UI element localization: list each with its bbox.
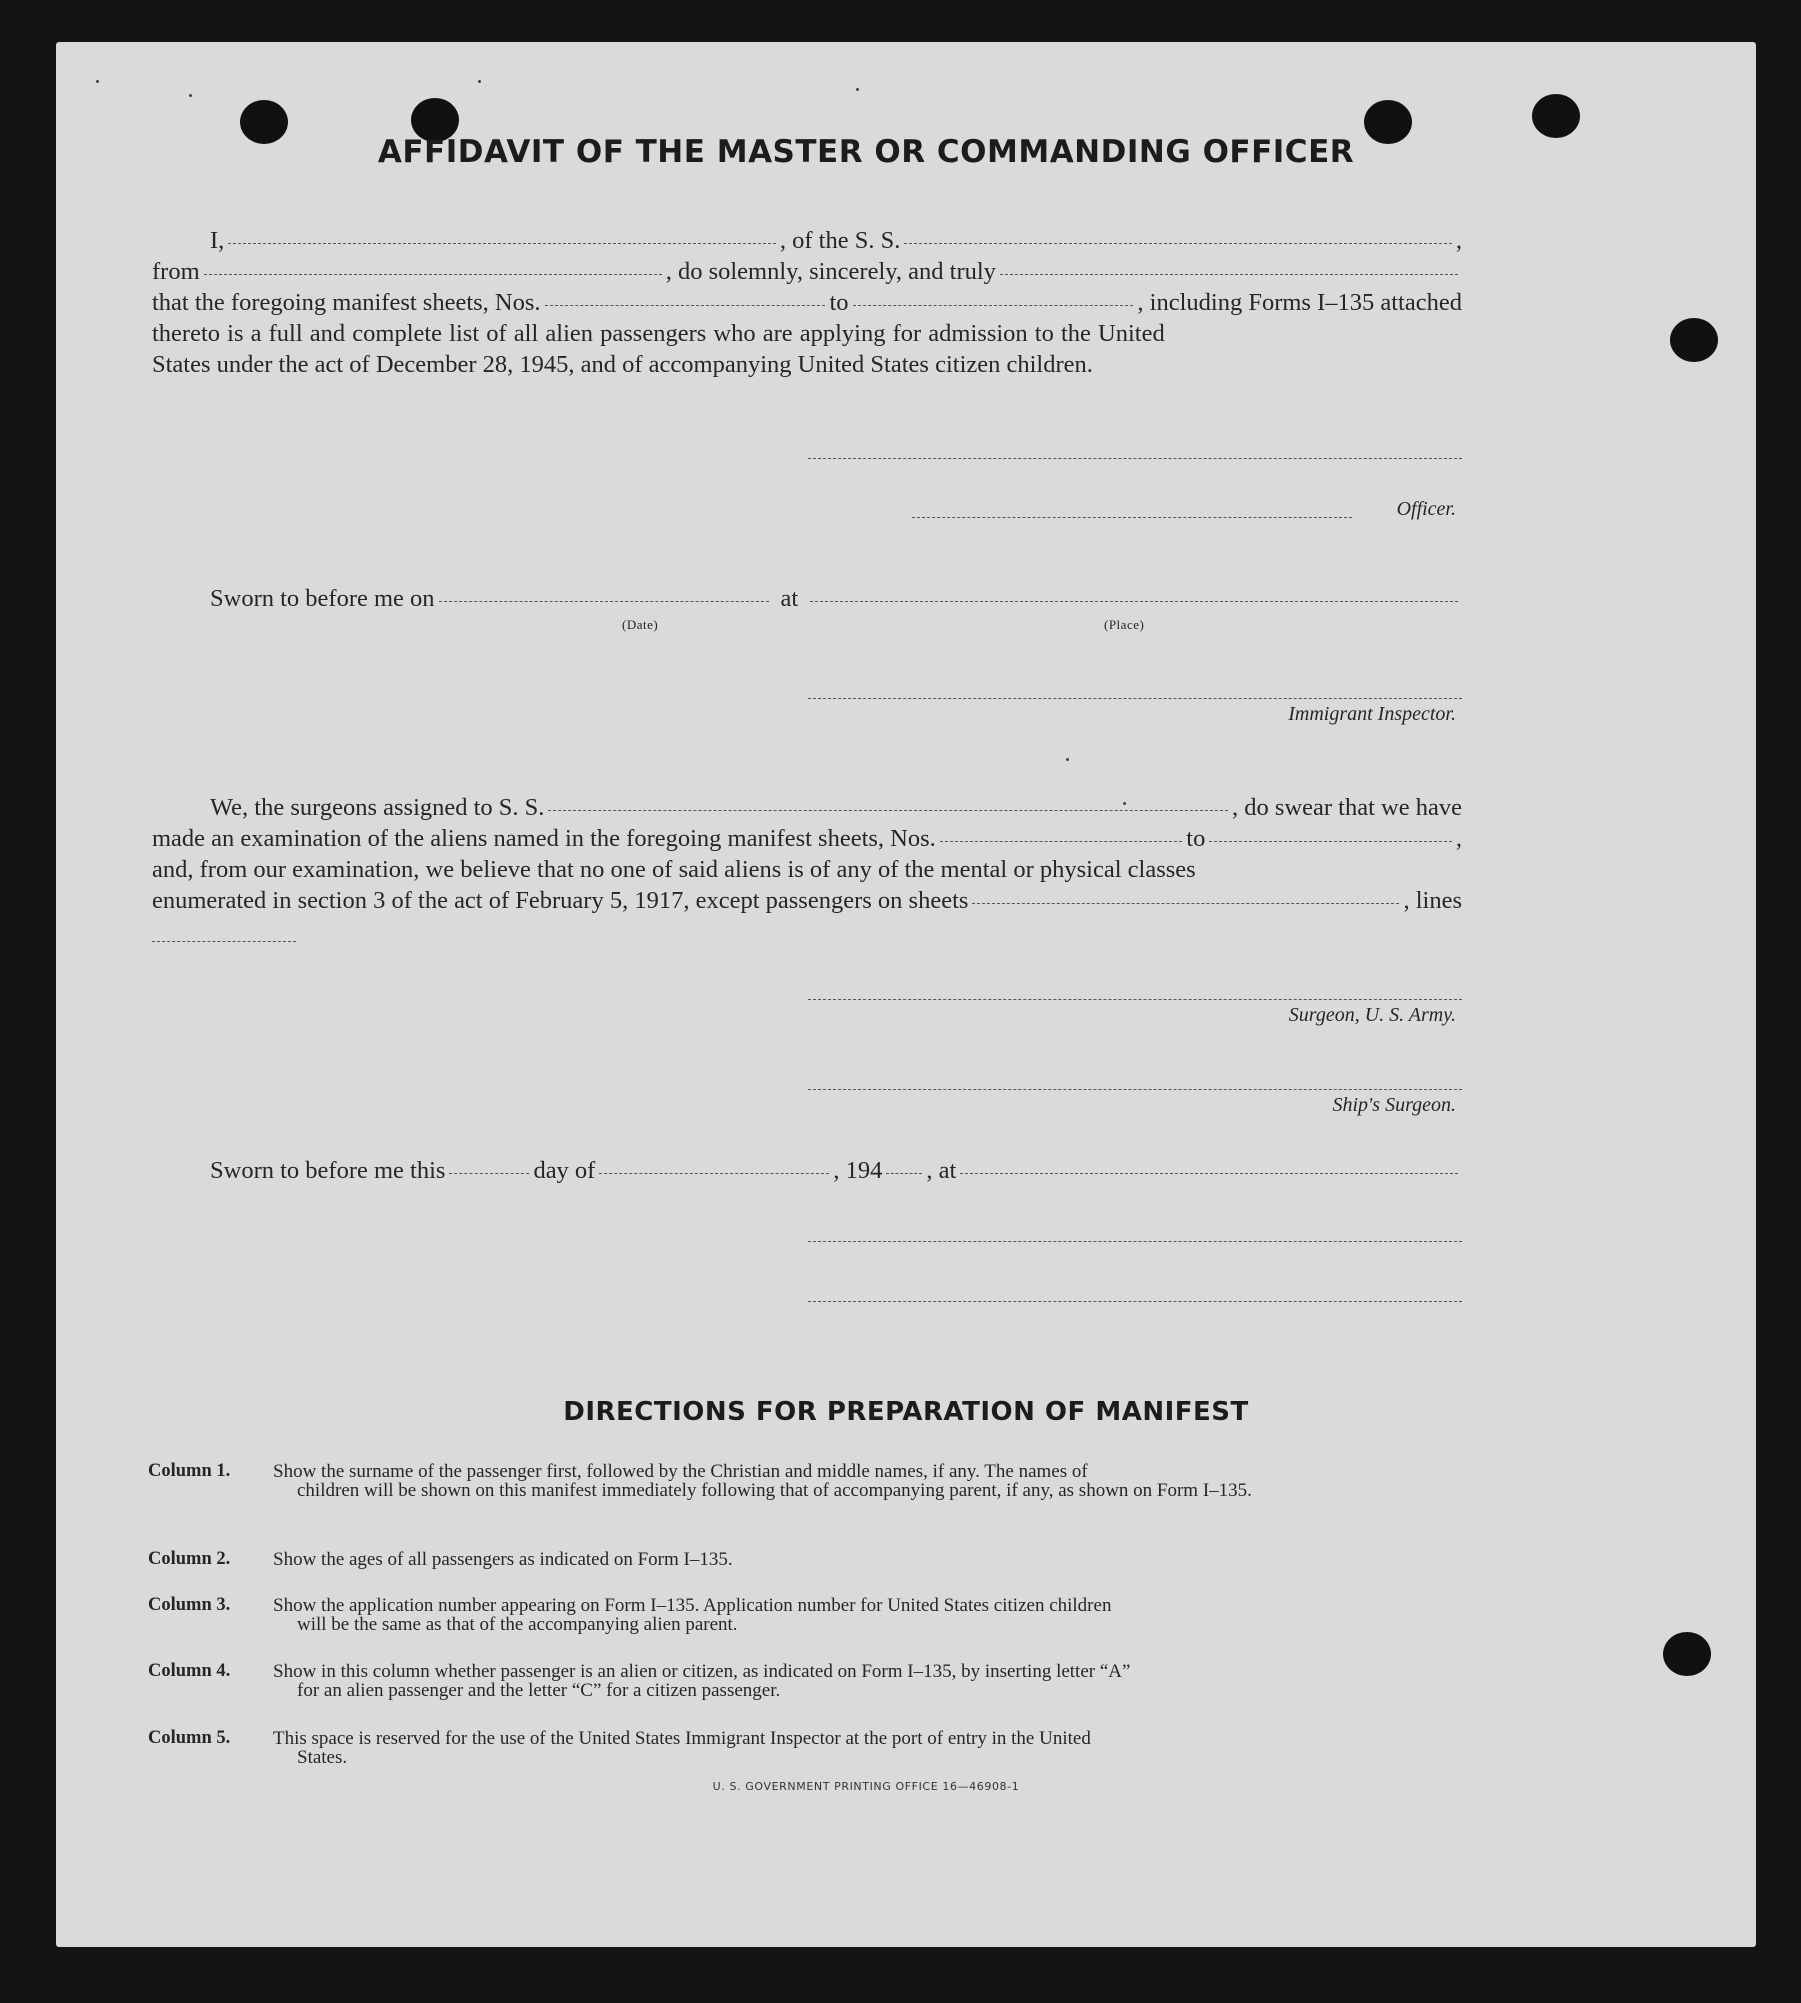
direction-item — [148, 1729, 1468, 1767]
speck — [96, 80, 99, 83]
text-to: to — [829, 289, 849, 316]
document-page — [56, 42, 1756, 1947]
direction-text-cont: will be the same as that of the accompanying alien parent. — [297, 1614, 738, 1635]
affidavit-paragraph — [152, 225, 1462, 380]
text-enumerated: enumerated in section 3 of the act of February 5, 1917, except passengers on sheets — [152, 887, 969, 914]
column-label: Column 2. — [148, 1549, 231, 1569]
affidavit-title: AFFIDAVIT OF THE MASTER OR COMMANDING OFFICER — [377, 134, 1355, 170]
officer-name-field[interactable] — [228, 242, 776, 244]
sheet-from-field[interactable] — [545, 304, 826, 306]
column-label: Column 5. — [148, 1728, 231, 1748]
text-at: at — [780, 585, 799, 612]
column-label: Column 4. — [148, 1661, 231, 1681]
ship-surgeon-label: Ship's Surgeon. — [1332, 1094, 1456, 1116]
punch-hole — [1670, 318, 1718, 362]
text-i: I, — [210, 227, 225, 254]
speck — [478, 80, 481, 83]
except-sheets-field[interactable] — [972, 902, 1399, 904]
text-line: States under the act of December 28, 1945, and of accompanying United States citizen children. — [152, 351, 1093, 378]
direction-item — [148, 1662, 1468, 1700]
text-194: , 194 — [833, 1157, 883, 1184]
text-comma: , — [1455, 825, 1462, 852]
sworn-location-field[interactable] — [960, 1172, 1458, 1174]
except-lines-field[interactable] — [152, 940, 296, 942]
sworn-date-field[interactable] — [439, 600, 769, 602]
column-label: Column 3. — [148, 1595, 231, 1615]
officer-signature-line[interactable] — [808, 457, 1462, 459]
text-comma: , — [1455, 227, 1463, 254]
printer-imprint: U. S. GOVERNMENT PRINTING OFFICE 16—46908-1 — [712, 1780, 1020, 1793]
exam-sheet-from-field[interactable] — [940, 840, 1183, 842]
direction-text: Show the surname of the passenger first, followed by the Christian and middle names, if any. The names of — [273, 1461, 1088, 1482]
direction-text-cont: for an alien passenger and the letter “C” for a citizen passenger. — [297, 1680, 781, 1701]
text-at: , at — [926, 1157, 957, 1184]
text-sworn-on: Sworn to before me on — [210, 585, 435, 612]
direction-text: This space is reserved for the use of the United States Immigrant Inspector at the port of entry in the United — [273, 1728, 1091, 1749]
text-manifest-sheets: that the foregoing manifest sheets, Nos. — [152, 289, 541, 316]
place-caption: (Place) — [1104, 617, 1145, 632]
sworn-month-field[interactable] — [599, 1172, 829, 1174]
text-from: from — [152, 258, 200, 285]
army-surgeon-label: Surgeon, U. S. Army. — [1288, 1004, 1456, 1026]
punch-hole — [1532, 94, 1580, 138]
text-day-of: day of — [533, 1157, 596, 1184]
sworn-place-field[interactable] — [810, 600, 1458, 602]
direction-text-cont: States. — [297, 1747, 348, 1768]
officer-label: Officer. — [1396, 498, 1456, 520]
port-from-field[interactable] — [204, 273, 662, 275]
sworn-year-field[interactable] — [886, 1172, 922, 1174]
text-including: , including Forms I–135 attached — [1137, 289, 1462, 316]
text-line: thereto is a full and complete list of all alien passengers who are applying for admission to the United — [152, 320, 1165, 347]
text-to: to — [1186, 825, 1206, 852]
text-of-ss: , of the S. S. — [779, 227, 901, 254]
date-caption: (Date) — [622, 617, 659, 632]
inspector-signature-line[interactable] — [808, 697, 1462, 699]
direction-item — [148, 1550, 1468, 1569]
directions-title: DIRECTIONS FOR PREPARATION OF MANIFEST — [563, 1397, 1249, 1427]
column-label: Column 1. — [148, 1461, 231, 1481]
sworn-officer-row — [152, 583, 1462, 614]
ship-surgeon-signature-line[interactable] — [808, 1088, 1462, 1090]
sworn-surgeons-row — [152, 1155, 1462, 1186]
text-lines: , lines — [1403, 887, 1462, 914]
text-surgeons-assigned: We, the surgeons assigned to S. S. — [210, 794, 545, 821]
speck — [856, 88, 859, 91]
speck — [1066, 758, 1069, 761]
direction-item — [148, 1462, 1468, 1500]
text-sworn-this: Sworn to before me this — [210, 1157, 446, 1184]
text-do-swear: , do swear that we have — [1232, 794, 1462, 821]
direction-text: Show the ages of all passengers as indicated on Form I–135. — [273, 1549, 733, 1570]
surgeon-ship-field[interactable] — [548, 809, 1228, 811]
text-solemnly: , do solemnly, sincerely, and truly — [665, 258, 996, 285]
officer-title-line[interactable] — [912, 516, 1352, 518]
inspector-label: Immigrant Inspector. — [1288, 703, 1456, 725]
text-made-examination: made an examination of the aliens named in the foregoing manifest sheets, Nos. — [152, 825, 936, 852]
sheet-to-field[interactable] — [853, 304, 1134, 306]
speck — [189, 94, 192, 97]
direction-text: Show in this column whether passenger is an alien or citizen, as indicated on Form I–135, by inserting letter “A” — [273, 1661, 1131, 1682]
oath-field[interactable] — [1000, 273, 1458, 275]
surgeons-paragraph — [152, 792, 1462, 916]
direction-text: Show the application number appearing on Form I–135. Application number for United States citizen children — [273, 1595, 1112, 1616]
punch-hole — [1663, 1632, 1711, 1676]
army-surgeon-signature-line[interactable] — [808, 998, 1462, 1000]
direction-item — [148, 1596, 1468, 1634]
exam-sheet-to-field[interactable] — [1209, 840, 1452, 842]
sworn-day-field[interactable] — [449, 1172, 529, 1174]
direction-text-cont: children will be shown on this manifest immediately following that of accompanying parent, if any, as shown on Form I–135. — [297, 1480, 1252, 1501]
speck — [1123, 802, 1126, 805]
ship-name-field[interactable] — [904, 242, 1452, 244]
inspector-title-line-2[interactable] — [808, 1300, 1462, 1302]
text-line: and, from our examination, we believe that no one of said aliens is of any of the mental or physical classes — [152, 856, 1196, 883]
inspector-signature-line-2[interactable] — [808, 1240, 1462, 1242]
